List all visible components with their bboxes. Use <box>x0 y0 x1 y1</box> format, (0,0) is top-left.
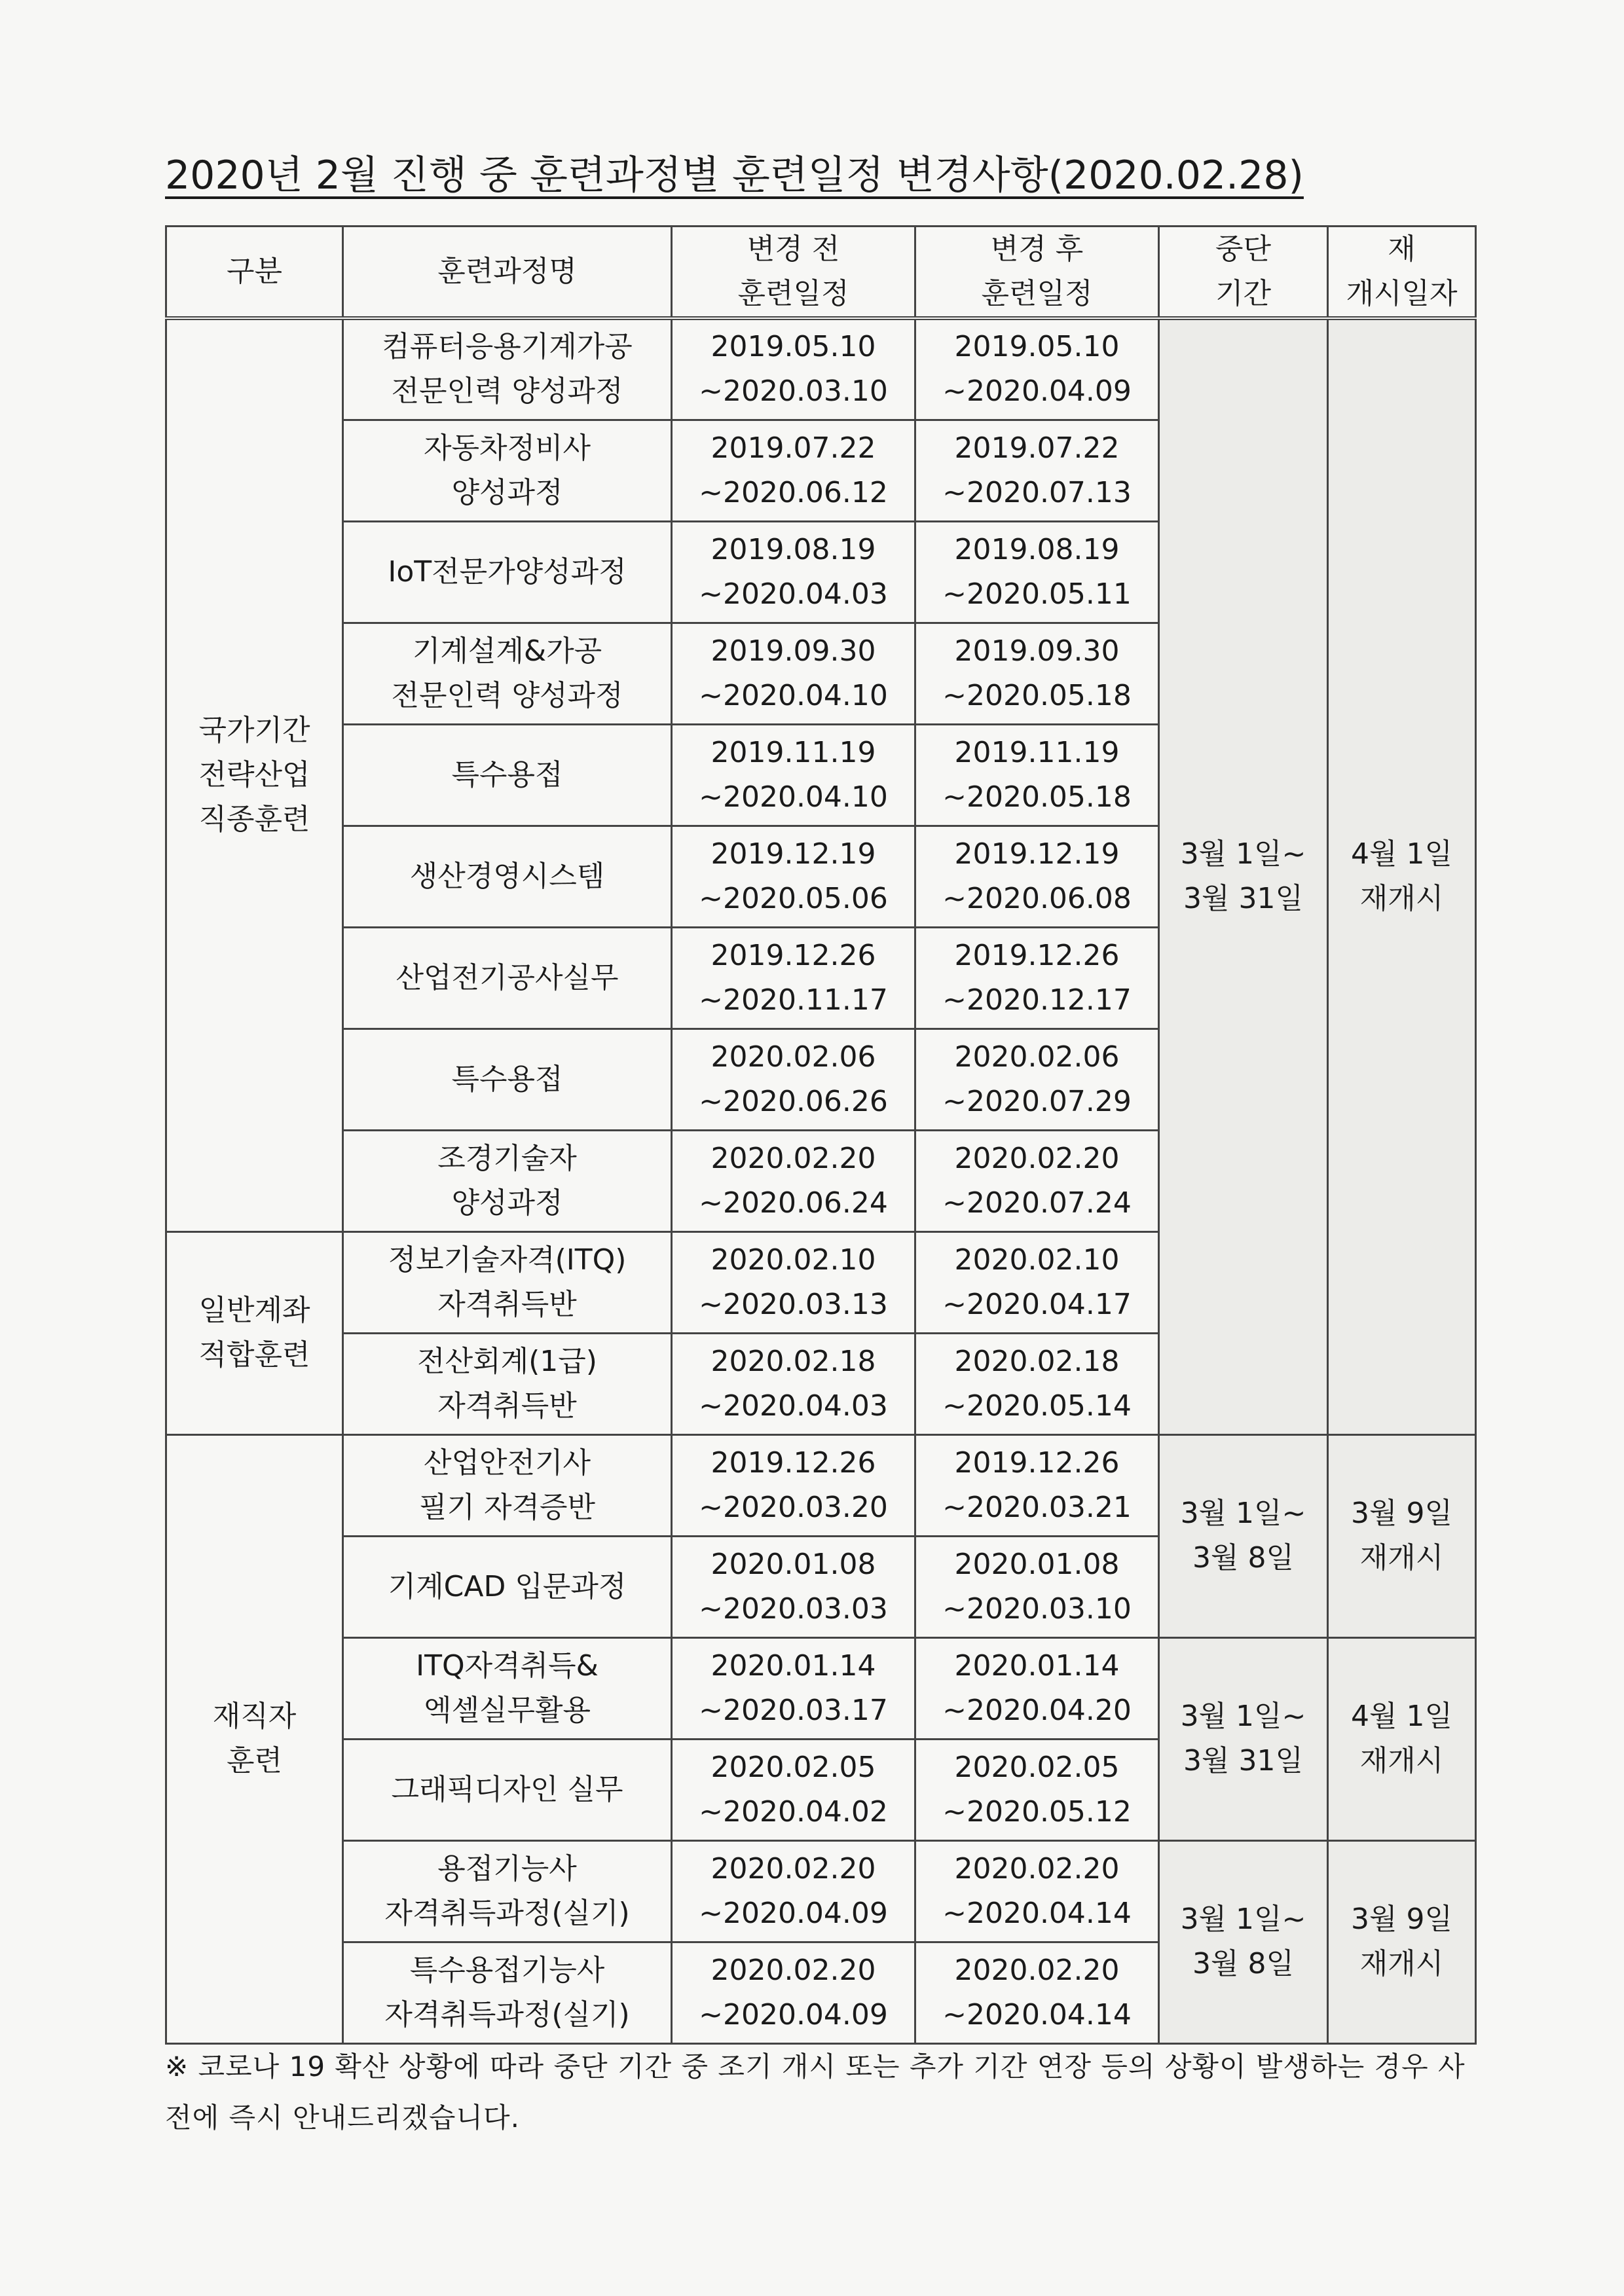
text-line: ~2020.03.10 <box>699 374 888 409</box>
header-suspension-period <box>1159 227 1328 319</box>
text-line: 2020.02.20 <box>954 1141 1120 1175</box>
text-line: 2019.07.22 <box>710 431 876 465</box>
text-line: 2020.02.10 <box>954 1243 1120 1277</box>
restart-date-cell <box>1328 318 1476 1434</box>
text-line: 2020.01.08 <box>954 1547 1120 1581</box>
after-schedule-cell <box>915 1942 1159 2043</box>
after-schedule-cell <box>915 1434 1159 1536</box>
text-line: 재개시 <box>1359 1541 1444 1575</box>
text-line: ~2020.03.21 <box>942 1490 1132 1524</box>
text-line: 직종훈련 <box>198 803 310 837</box>
text-line: ~2020.03.03 <box>699 1592 888 1626</box>
text-line: 2019.05.10 <box>954 330 1120 364</box>
text-line: ~2020.06.08 <box>942 881 1132 915</box>
text-line: 필기 자격증반 <box>418 1490 595 1524</box>
text-line: ~2020.04.20 <box>942 1693 1132 1727</box>
text-line: 자격취득과정(실기) <box>384 1997 630 2032</box>
text-line: 재개시 <box>1359 1947 1444 1980</box>
after-schedule-cell <box>915 1333 1159 1434</box>
text-line: ~2020.04.09 <box>699 1997 888 2032</box>
header-course-name <box>343 227 672 319</box>
text-line: 3월 8일 <box>1192 1541 1294 1575</box>
before-schedule-cell <box>672 420 915 521</box>
text-line: ~2020.05.11 <box>942 577 1132 611</box>
table-row <box>166 1637 1476 1739</box>
category-cell <box>166 318 343 1231</box>
text-line: 변경 전 <box>747 232 840 266</box>
text-line: 2020.01.14 <box>954 1649 1120 1683</box>
text-line: ~2020.03.10 <box>942 1592 1132 1626</box>
course-name-cell <box>343 1637 672 1739</box>
text-line: 4월 1일 <box>1351 837 1452 871</box>
text-line: 일반계좌 <box>198 1294 310 1327</box>
text-line: 정보기술자격(ITQ) <box>388 1243 627 1277</box>
text-line: 2020.02.05 <box>954 1750 1120 1784</box>
text-line: 훈련 <box>226 1744 282 1777</box>
before-schedule-cell <box>672 1739 915 1840</box>
after-schedule-cell <box>915 724 1159 826</box>
after-schedule-cell <box>915 1637 1159 1739</box>
text-line: 2020.02.20 <box>710 1953 876 1987</box>
header-after-schedule <box>915 227 1159 319</box>
text-line: 엑셀실무활용 <box>423 1693 591 1727</box>
text-line: ~2020.06.24 <box>699 1186 888 1220</box>
before-schedule-cell <box>672 1231 915 1333</box>
after-schedule-cell <box>915 623 1159 724</box>
course-name-cell <box>343 724 672 826</box>
after-schedule-cell <box>915 1029 1159 1130</box>
suspension-period-cell <box>1159 1637 1328 1840</box>
restart-date-cell <box>1328 1434 1476 1637</box>
header-restart-date <box>1328 227 1476 319</box>
suspension-period-cell <box>1159 318 1328 1434</box>
text-line: ~2020.03.20 <box>699 1490 888 1524</box>
text-line: 재개시 <box>1359 1744 1444 1777</box>
text-line: 재개시 <box>1359 882 1444 916</box>
text-line: ~2020.07.24 <box>942 1186 1132 1220</box>
text-line: 2019.08.19 <box>954 532 1120 566</box>
course-name-cell <box>343 1130 672 1231</box>
text-line: 2020.02.10 <box>710 1243 876 1277</box>
page-title: 2020년 2월 진행 중 훈련과정별 훈련일정 변경사항(2020.02.28) <box>165 153 1304 198</box>
before-schedule-cell <box>672 521 915 623</box>
text-line: 컴퓨터응용기계가공 <box>382 330 633 364</box>
text-line: ~2020.04.09 <box>942 374 1132 409</box>
text-line: 산업안전기사 <box>423 1446 591 1480</box>
after-schedule-cell <box>915 318 1159 420</box>
text-line: 그래픽디자인 실무 <box>391 1772 623 1806</box>
header-category <box>166 227 343 319</box>
text-line: 2019.07.22 <box>954 431 1120 465</box>
text-line: 기계CAD 입문과정 <box>388 1569 627 1603</box>
text-line: 2019.12.19 <box>710 837 876 871</box>
table-header-row <box>166 227 1476 319</box>
text-line: ITQ자격취득& <box>416 1649 599 1683</box>
text-line: 2020.01.08 <box>710 1547 876 1581</box>
course-name-cell <box>343 318 672 420</box>
text-line: 2019.12.26 <box>954 1446 1120 1480</box>
text-line: 2020.01.14 <box>710 1649 876 1683</box>
text-line: ~2020.05.14 <box>942 1389 1132 1423</box>
text-line: 3월 1일~ <box>1180 1903 1306 1936</box>
text-line: 재 <box>1388 232 1416 266</box>
after-schedule-cell <box>915 1231 1159 1333</box>
text-line: 기간 <box>1215 277 1271 310</box>
text-line: ~2020.05.18 <box>942 780 1132 814</box>
text-line: 2020.02.18 <box>710 1344 876 1378</box>
text-line: 전략산업 <box>198 758 310 792</box>
text-line: 2020.02.20 <box>710 1141 876 1175</box>
text-line: ~2020.05.18 <box>942 678 1132 712</box>
text-line: 3월 8일 <box>1192 1947 1294 1980</box>
text-line: 2020.02.05 <box>710 1750 876 1784</box>
text-line: ~2020.05.12 <box>942 1795 1132 1829</box>
text-line: 개시일자 <box>1346 277 1458 310</box>
course-name-cell <box>343 1739 672 1840</box>
after-schedule-cell <box>915 521 1159 623</box>
suspension-period-cell <box>1159 1840 1328 2043</box>
text-line: 특수용접 <box>451 757 563 792</box>
text-line: 2020.02.20 <box>954 1851 1120 1886</box>
after-schedule-cell <box>915 1536 1159 1637</box>
before-schedule-cell <box>672 1029 915 1130</box>
before-schedule-cell <box>672 318 915 420</box>
category-cell <box>166 1231 343 1434</box>
text-line: 전산회계(1급) <box>417 1344 597 1378</box>
after-schedule-cell <box>915 420 1159 521</box>
text-line: 용접기능사 <box>437 1851 577 1886</box>
text-line: ~2020.04.14 <box>942 1997 1132 2032</box>
course-name-cell <box>343 927 672 1029</box>
text-line: ~2020.04.10 <box>699 780 888 814</box>
header-before-schedule <box>672 227 915 319</box>
text-line: 2019.12.26 <box>710 938 876 972</box>
text-line: 훈련일정 <box>737 277 849 310</box>
course-name-cell <box>343 1333 672 1434</box>
text-line: ~2020.06.26 <box>699 1084 888 1118</box>
course-name-cell <box>343 1840 672 1942</box>
text-line: ~2020.04.02 <box>699 1795 888 1829</box>
text-line: 2019.08.19 <box>710 532 876 566</box>
text-line: 3월 1일~ <box>1180 1700 1306 1733</box>
text-line: IoT전문가양성과정 <box>388 555 627 589</box>
text-line: 3월 9일 <box>1351 1497 1452 1530</box>
text-line: 3월 1일~ <box>1180 1497 1306 1530</box>
text-line: ~2020.04.10 <box>699 678 888 712</box>
text-line: 2020.02.18 <box>954 1344 1120 1378</box>
before-schedule-cell <box>672 1130 915 1231</box>
before-schedule-cell <box>672 1434 915 1536</box>
text-line: 구분 <box>226 255 282 288</box>
text-line: 3월 31일 <box>1183 882 1303 916</box>
text-line: 훈련과정명 <box>437 255 577 288</box>
text-line: 특수용접기능사 <box>409 1953 605 1987</box>
before-schedule-cell <box>672 826 915 927</box>
text-line: ~2020.07.29 <box>942 1084 1132 1118</box>
table-row <box>166 318 1476 420</box>
text-line: ~2020.04.09 <box>699 1896 888 1930</box>
text-line: 양성과정 <box>451 1186 563 1220</box>
text-line: 특수용접 <box>451 1062 563 1096</box>
after-schedule-cell <box>915 826 1159 927</box>
text-line: ~2020.04.14 <box>942 1896 1132 1930</box>
text-line: 2020.02.20 <box>954 1953 1120 1987</box>
text-line: 2020.02.06 <box>710 1040 876 1074</box>
course-name-cell <box>343 1942 672 2043</box>
after-schedule-cell <box>915 1739 1159 1840</box>
before-schedule-cell <box>672 1536 915 1637</box>
before-schedule-cell <box>672 1942 915 2043</box>
text-line: ~2020.07.13 <box>942 475 1132 509</box>
text-line: 재직자 <box>212 1700 297 1733</box>
category-cell <box>166 1434 343 2043</box>
text-line: 양성과정 <box>451 475 563 509</box>
text-line: ~2020.06.12 <box>699 475 888 509</box>
course-name-cell <box>343 1536 672 1637</box>
text-line: 자동차정비사 <box>423 431 591 465</box>
before-schedule-cell <box>672 724 915 826</box>
text-line: 2019.09.30 <box>710 634 876 668</box>
text-line: 2019.11.19 <box>710 735 876 769</box>
text-line: 2020.02.20 <box>710 1851 876 1886</box>
text-line: 기계설계&가공 <box>412 634 602 668</box>
text-line: 국가기간 <box>198 714 310 748</box>
text-line: 2019.11.19 <box>954 735 1120 769</box>
text-line: ~2020.04.17 <box>942 1287 1132 1321</box>
text-line: 생산경영시스템 <box>409 859 605 893</box>
text-line: ~2020.05.06 <box>699 881 888 915</box>
text-line: ~2020.03.17 <box>699 1693 888 1727</box>
text-line: ~2020.12.17 <box>942 983 1132 1017</box>
text-line: 훈련일정 <box>981 277 1093 310</box>
course-name-cell <box>343 623 672 724</box>
after-schedule-cell <box>915 927 1159 1029</box>
course-name-cell <box>343 1434 672 1536</box>
text-line: 산업전기공사실무 <box>396 960 619 994</box>
course-name-cell <box>343 826 672 927</box>
after-schedule-cell <box>915 1130 1159 1231</box>
text-line: 조경기술자 <box>437 1141 577 1175</box>
course-name-cell <box>343 1231 672 1333</box>
course-name-cell <box>343 1029 672 1130</box>
restart-date-cell <box>1328 1637 1476 1840</box>
text-line: 3월 1일~ <box>1180 837 1306 871</box>
text-line: 2019.12.26 <box>954 938 1120 972</box>
suspension-period-cell <box>1159 1434 1328 1637</box>
text-line: ~2020.03.13 <box>699 1287 888 1321</box>
course-name-cell <box>343 521 672 623</box>
text-line: 자격취득반 <box>437 1389 577 1423</box>
text-line: 2019.05.10 <box>710 330 876 364</box>
before-schedule-cell <box>672 1333 915 1434</box>
before-schedule-cell <box>672 1840 915 1942</box>
text-line: ~2020.04.03 <box>699 577 888 611</box>
course-name-cell <box>343 420 672 521</box>
text-line: 2019.09.30 <box>954 634 1120 668</box>
table-body <box>166 318 1476 2043</box>
restart-date-cell <box>1328 1840 1476 2043</box>
text-line: 적합훈련 <box>198 1338 310 1372</box>
text-line: 2020.02.06 <box>954 1040 1120 1074</box>
text-line: 자격취득과정(실기) <box>384 1896 630 1930</box>
text-line: 전문인력 양성과정 <box>391 374 623 409</box>
footnote: ※ 코로나 19 확산 상황에 따라 중단 기간 중 조기 개시 또는 추가 기간 연장 등의 상황이 발생하는 경우 사전에 즉시 안내드리겠습니다. <box>165 2050 1466 2134</box>
text-line: 2019.12.19 <box>954 837 1120 871</box>
text-line: 3월 31일 <box>1183 1744 1303 1777</box>
text-line: 전문인력 양성과정 <box>391 678 623 712</box>
text-line: ~2020.04.03 <box>699 1389 888 1423</box>
text-line: 자격취득반 <box>437 1287 577 1321</box>
schedule-table <box>165 225 1477 2045</box>
before-schedule-cell <box>672 623 915 724</box>
text-line: 4월 1일 <box>1351 1700 1452 1733</box>
before-schedule-cell <box>672 927 915 1029</box>
text-line: 중단 <box>1215 232 1271 266</box>
table-row <box>166 1840 1476 1942</box>
text-line: 2019.12.26 <box>710 1446 876 1480</box>
after-schedule-cell <box>915 1840 1159 1942</box>
text-line: 변경 후 <box>990 232 1084 266</box>
before-schedule-cell <box>672 1637 915 1739</box>
table-row <box>166 1434 1476 1536</box>
text-line: 3월 9일 <box>1351 1903 1452 1936</box>
text-line: ~2020.11.17 <box>699 983 888 1017</box>
